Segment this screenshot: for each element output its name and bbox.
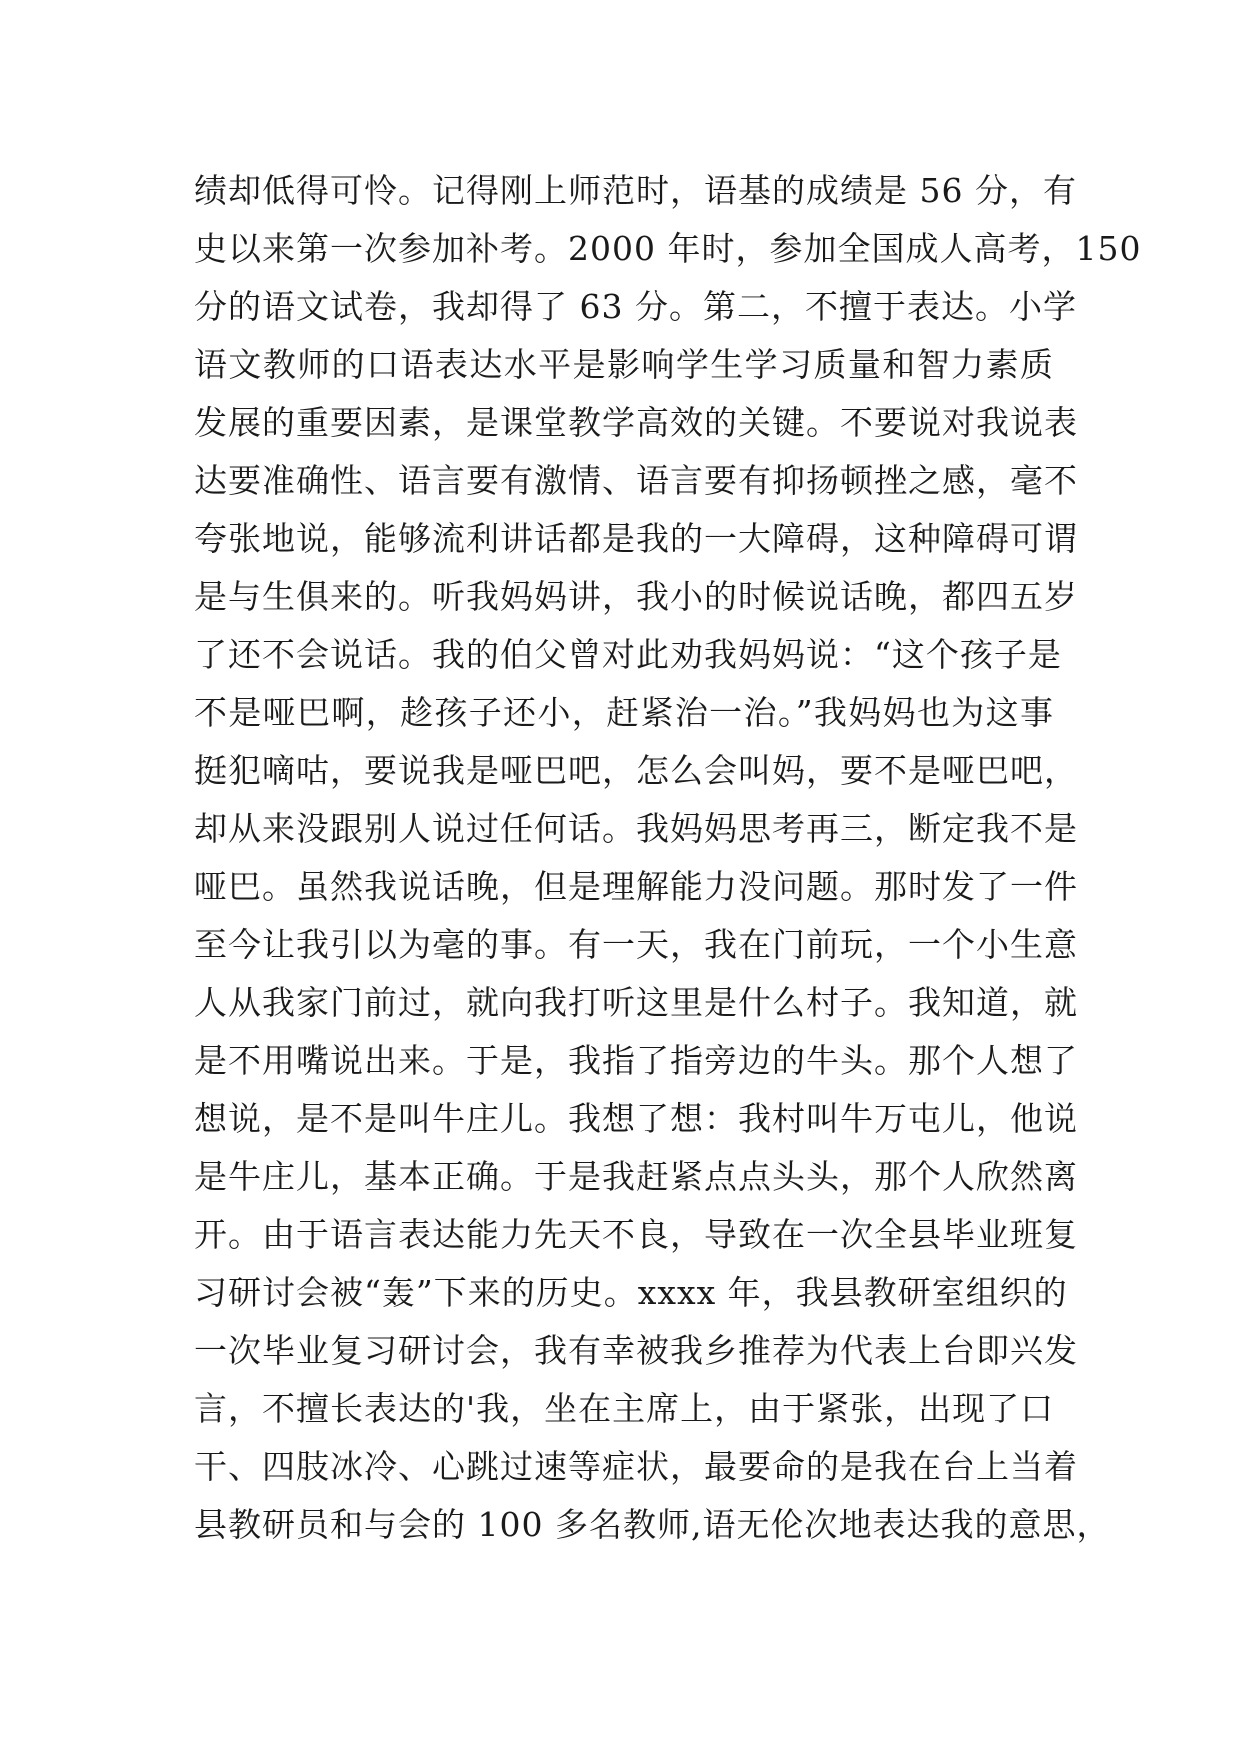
text-line: 言，不擅长表达的'我，坐在主席上，由于紧张，出现了口 (194, 1389, 1055, 1428)
text-line: 语文教师的口语表达水平是影响学生学习质量和智力素质 (194, 345, 1054, 384)
text-line: 分的语文试卷，我却得了 63 分。第二，不擅于表达。小学 (194, 287, 1077, 326)
text-line: 挺犯嘀咕，要说我是哑巴吧，怎么会叫妈，要不是哑巴吧， (194, 751, 1078, 790)
text-line: 至今让我引以为毫的事。有一天，我在门前玩，一个小生意 (194, 925, 1078, 964)
text-line: 史以来第一次参加补考。2000 年时，参加全国成人高考，150 (194, 229, 1142, 268)
text-line: 是不用嘴说出来。于是，我指了指旁边的牛头。那个人想了 (194, 1041, 1078, 1080)
text-line: 夸张地说，能够流利讲话都是我的一大障碍，这种障碍可谓 (194, 519, 1078, 558)
text-line: 是牛庄儿，基本正确。于是我赶紧点点头头，那个人欣然离 (194, 1157, 1078, 1196)
text-line: 想说，是不是叫牛庄儿。我想了想：我村叫牛万屯儿，他说 (194, 1099, 1078, 1138)
text-line: 绩却低得可怜。记得刚上师范时，语基的成绩是 56 分，有 (194, 171, 1077, 210)
text-line: 了还不会说话。我的伯父曾对此劝我妈妈说：“这个孩子是 (194, 635, 1062, 674)
text-line: 不是哑巴啊，趁孩子还小，赶紧治一治。”我妈妈也为这事 (194, 693, 1054, 732)
text-line: 县教研员和与会的 100 多名教师,语无伦次地表达我的意思， (194, 1505, 1111, 1544)
text-line: 达要准确性、语言要有激情、语言要有抑扬顿挫之感，毫不 (194, 461, 1078, 500)
text-line: 发展的重要因素，是课堂教学高效的关键。不要说对我说表 (194, 403, 1078, 442)
text-line: 干、四肢冰冷、心跳过速等症状，最要命的是我在台上当着 (194, 1447, 1078, 1486)
text-line: 人从我家门前过，就向我打听这里是什么村子。我知道，就 (194, 983, 1078, 1022)
text-line: 哑巴。虽然我说话晚，但是理解能力没问题。那时发了一件 (194, 867, 1078, 906)
text-line: 一次毕业复习研讨会，我有幸被我乡推荐为代表上台即兴发 (194, 1331, 1078, 1370)
text-line: 是与生俱来的。听我妈妈讲，我小的时候说话晚，都四五岁 (194, 577, 1078, 616)
text-line: 习研讨会被“轰”下来的历史。xxxx 年，我县教研室组织的 (194, 1273, 1068, 1312)
text-line: 开。由于语言表达能力先天不良，导致在一次全县毕业班复 (194, 1215, 1078, 1254)
body-text (194, 162, 1142, 1554)
text-line: 却从来没跟别人说过任何话。我妈妈思考再三，断定我不是 (194, 809, 1078, 848)
